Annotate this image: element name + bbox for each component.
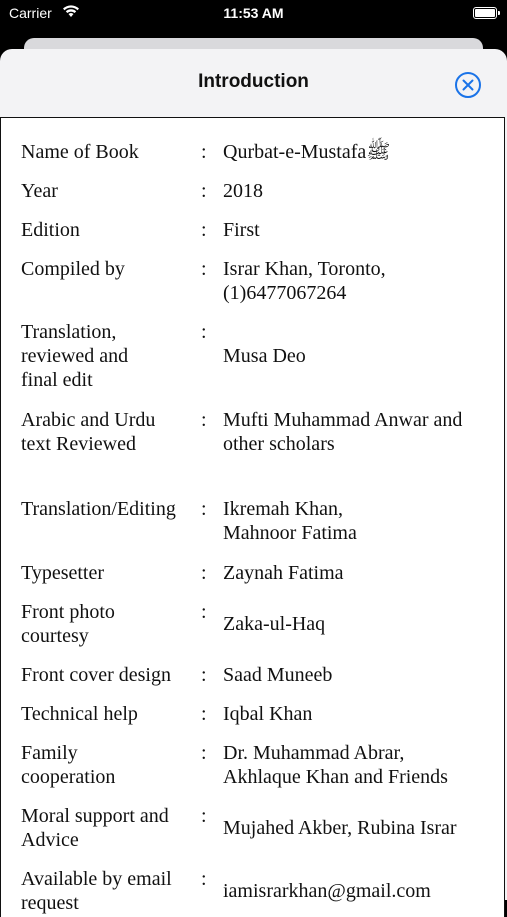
clock: 11:53 AM — [223, 5, 284, 21]
row-separator: : — [201, 868, 207, 890]
status-bar — [0, 0, 507, 28]
row-separator: : — [201, 805, 207, 827]
row-separator: : — [201, 498, 207, 520]
nav-bar — [0, 49, 507, 117]
row-separator: : — [201, 258, 207, 280]
row-value: Saad Muneeb — [223, 664, 333, 686]
row-value: Musa Deo — [223, 345, 306, 367]
row-value: Iqbal Khan — [223, 703, 313, 725]
row-label: Edition — [21, 219, 80, 241]
row-label: Year — [21, 180, 58, 202]
row-label: Moral support and Advice — [21, 805, 169, 851]
table-row — [1, 741, 485, 789]
row-value: 2018 — [223, 180, 263, 202]
row-separator: : — [201, 601, 207, 623]
intro-table — [0, 117, 505, 917]
row-separator: : — [201, 141, 207, 163]
row-separator: : — [201, 321, 207, 343]
row-separator: : — [201, 180, 207, 202]
close-icon[interactable] — [454, 71, 482, 99]
row-label: Family cooperation — [21, 742, 116, 788]
row-label: Translation/Editing — [21, 498, 176, 520]
table-row — [1, 663, 493, 687]
row-value: Israr Khan, Toronto, (1)6477067264 — [223, 258, 386, 304]
table-row — [1, 140, 493, 164]
modal-sheet — [0, 49, 507, 914]
row-value: Zaynah Fatima — [223, 562, 344, 584]
row-value: Qurbat-e-Mustafaﷺ — [223, 141, 391, 163]
row-label: Front cover design — [21, 664, 171, 686]
row-label: Front photo courtesy — [21, 601, 115, 647]
row-separator: : — [201, 742, 207, 764]
row-label: Typesetter — [21, 562, 105, 584]
row-label: Available by email request — [21, 868, 172, 914]
row-value: Ikremah Khan, Mahnoor Fatima — [223, 498, 357, 544]
table-row — [1, 600, 493, 648]
page-title: Introduction — [198, 71, 309, 92]
row-separator: : — [201, 562, 207, 584]
row-value: Zaka-ul-Haq — [223, 613, 326, 635]
row-separator: : — [201, 219, 207, 241]
row-value: Mujahed Akber, Rubina Israr — [223, 817, 457, 839]
row-label: Compiled by — [21, 258, 125, 280]
row-label: Translation, reviewed and final edit — [21, 321, 129, 391]
table-row — [1, 257, 423, 305]
row-value: iamisrarkhan@gmail.com — [223, 880, 431, 902]
battery-icon — [473, 7, 497, 19]
row-separator: : — [201, 703, 207, 725]
table-row — [1, 320, 493, 392]
row-label: Name of Book — [21, 141, 139, 163]
row-label: Arabic and Urdu text Reviewed — [21, 409, 156, 455]
table-row — [1, 804, 493, 852]
carrier-label: Carrier — [9, 5, 52, 21]
table-row — [1, 561, 493, 585]
table-row — [1, 179, 493, 203]
row-label: Technical help — [21, 703, 138, 725]
table-row — [1, 702, 493, 726]
table-row — [1, 408, 493, 456]
row-separator: : — [201, 409, 207, 431]
table-row — [1, 218, 493, 242]
row-value: First — [223, 219, 260, 241]
row-value: Dr. Muhammad Abrar, Akhlaque Khan and Friends — [223, 742, 448, 788]
row-value: Mufti Muhammad Anwar and other scholars — [223, 409, 463, 455]
table-row — [1, 867, 493, 915]
table-row — [1, 497, 383, 545]
row-separator: : — [201, 664, 207, 686]
